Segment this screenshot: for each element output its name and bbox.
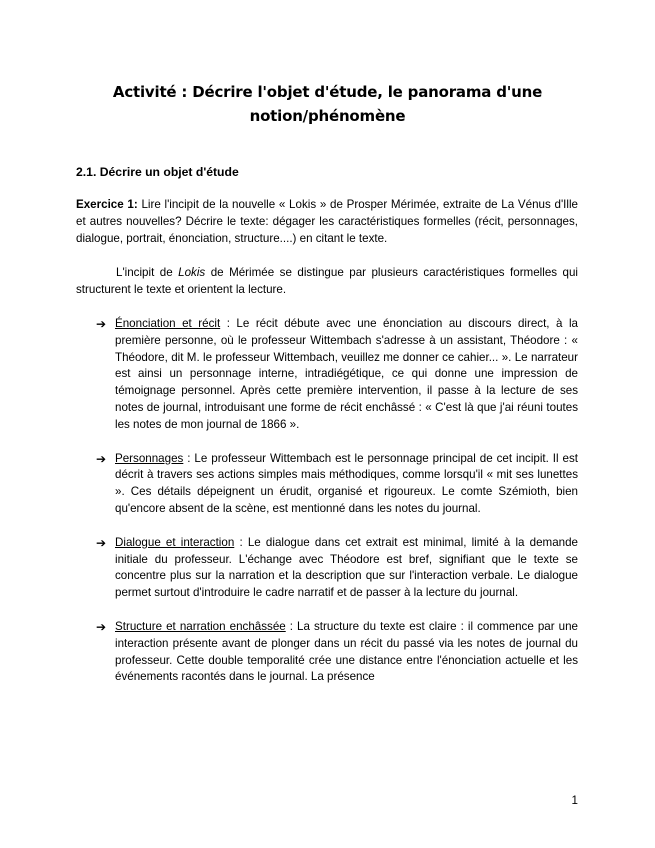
intro-after: de Mérimée se distingue par plusieurs caractéristiques formelles qui structurent le texte et orientent la lecture.: [76, 266, 579, 296]
bullet-item: [96, 535, 578, 602]
bullet-item: [96, 316, 578, 434]
arrow-right-icon: ➔: [96, 619, 107, 634]
arrow-right-icon: ➔: [96, 535, 107, 550]
intro-paragraph: [76, 265, 578, 299]
exercise-label: Exercice 1:: [76, 198, 138, 211]
intro-italic-title: Lokis: [178, 266, 206, 279]
arrow-right-icon: ➔: [96, 317, 107, 331]
bullet-term: Structure et narration enchâssée: [115, 619, 286, 633]
exercise-paragraph: [76, 197, 578, 247]
bullet-term: Énonciation et récit: [115, 317, 221, 330]
bullet-text: : Le professeur Wittembach est le personnage principal de cet incipit. Il est décrit à travers ses actions simples mais méthodiques, comme lorsqu'il « mit ses lunettes ». Ces détails dépeignent un érudit, organisé et rigoureux. Le comte Szémioth, bien qu'encore absent de la scène, est mentionné dans les notes du journal.: [115, 451, 578, 515]
intro-before: L'incipit de: [116, 266, 179, 279]
exercise-text: Lire l'incipit de la nouvelle « Lokis » de Prosper Mérimée, extraite de La Vénus d'Ille et autres nouvelles? Décrire le texte: dégager les caractéristiques formelles (récit, personnages, dialogue, portrait, énonciation, structure....) en citant le texte.: [76, 198, 578, 245]
section-heading: 2.1. Décrire un objet d'étude: [76, 165, 239, 179]
title-line-2: notion/phénomène: [249, 107, 406, 125]
bullet-term: Personnages: [115, 451, 184, 465]
bullet-text: : La structure du texte est claire : il commence par une interaction présente avant de plonger dans un récit du passé via les notes de journal du professeur. Cette double temporalité crée une distance entre l'énonciation actuelle et les événements racontés dans le journal. La présence: [115, 619, 578, 684]
bullet-list: [96, 316, 578, 703]
bullet-text: : Le récit débute avec une énonciation au discours direct, à la première personne, où le professeur Wittembach s'adresse à un assistant, Théodore : « Théodore, dit M. le professeur Wittembach, veuillez me donner ce cahier... ». Le narrateur est ainsi un personnage interne, intradiégétique, ce qui donne une impression de témoignage personnel. Après cette première intervention, il passe à la lecture de ses notes de journal, introduisant une forme de récit enchâssé : « C'est là que j'ai réuni toutes les notes de mon journal de 1866 ».: [115, 317, 578, 431]
bullet-item: [96, 619, 578, 686]
bullet-text: : Le dialogue dans cet extrait est minimal, limité à la demande initiale du professeur. L'échange avec Théodore est bref, signifiant que le texte se concentre plus sur la narration et la description que sur l'interaction verbale. Le dialogue permet surtout d'introduire le cadre narratif et de passer à la lecture du journal.: [115, 535, 578, 600]
page-title: [90, 80, 565, 128]
arrow-right-icon: ➔: [96, 451, 107, 466]
bullet-item: [96, 451, 578, 518]
title-line-1: Activité : Décrire l'objet d'étude, le panorama d'une: [112, 83, 543, 101]
bullet-term: Dialogue et interaction: [115, 535, 235, 549]
page-number: 1: [571, 794, 578, 807]
